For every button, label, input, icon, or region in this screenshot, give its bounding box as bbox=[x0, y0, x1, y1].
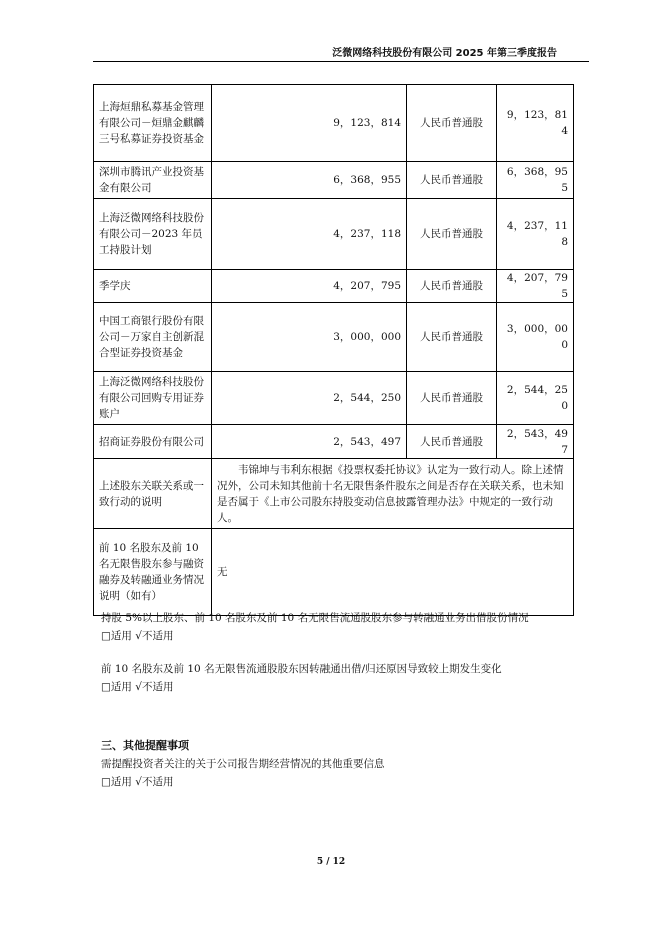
margin-trading-text: 无 bbox=[212, 529, 574, 616]
holder-name: 上海烜鼎私募基金管理有限公司－烜鼎金麒麟三号私募证券投资基金 bbox=[94, 85, 212, 162]
share-count: 2，543，497 bbox=[497, 425, 574, 459]
table-row bbox=[94, 303, 574, 372]
table-row bbox=[94, 85, 574, 162]
share-count: 2，544，250 bbox=[497, 372, 574, 425]
share-count: 6，368，955 bbox=[497, 162, 574, 199]
holder-quantity: 4，207，795 bbox=[212, 270, 407, 303]
share-type: 人民币普通股 bbox=[407, 303, 497, 372]
share-type: 人民币普通股 bbox=[407, 85, 497, 162]
holder-name: 招商证券股份有限公司 bbox=[94, 425, 212, 459]
share-count: 9，123，814 bbox=[497, 85, 574, 162]
section-title: 三、其他提醒事项 bbox=[101, 739, 189, 752]
shareholders-table bbox=[93, 84, 574, 616]
share-type: 人民币普通股 bbox=[407, 372, 497, 425]
report-header: 泛微网络科技股份有限公司 2025 年第三季度报告 bbox=[332, 48, 557, 59]
share-type: 人民币普通股 bbox=[407, 162, 497, 199]
margin-trading-row bbox=[94, 529, 574, 616]
change-disclosure-line: 前 10 名股东及前 10 名无限售流通股股东因转融通出借/归还原因导致较上期发生变化 bbox=[101, 663, 502, 675]
reminder-line: 需提醒投资者关注的关于公司报告期经营情况的其他重要信息 bbox=[101, 758, 385, 770]
change-disclosure-options: □适用 √不适用 bbox=[101, 681, 174, 693]
table-row bbox=[94, 270, 574, 303]
relation-row bbox=[94, 459, 574, 529]
share-count: 3，000，000 bbox=[497, 303, 574, 372]
holder-quantity: 6，368，955 bbox=[212, 162, 407, 199]
lending-disclosure-options: □适用 √不适用 bbox=[101, 630, 174, 642]
holder-name: 季学庆 bbox=[94, 270, 212, 303]
table-row bbox=[94, 162, 574, 199]
holder-name: 深圳市腾讯产业投资基金有限公司 bbox=[94, 162, 212, 199]
holder-name: 上海泛微网络科技股份有限公司回购专用证券账户 bbox=[94, 372, 212, 425]
holder-name: 上海泛微网络科技股份有限公司－2023 年员工持股计划 bbox=[94, 199, 212, 270]
share-count: 4，237，118 bbox=[497, 199, 574, 270]
page-number: 5 / 12 bbox=[316, 857, 346, 867]
share-type: 人民币普通股 bbox=[407, 270, 497, 303]
table-row bbox=[94, 425, 574, 459]
margin-trading-label: 前 10 名股东及前 10 名无限售股东参与融资融券及转融通业务情况说明（如有） bbox=[94, 529, 212, 616]
table-row bbox=[94, 372, 574, 425]
relation-text: 韦锦坤与韦利东根据《投票权委托协议》认定为一致行动人。除上述情况外，公司未知其他前十名无限售条件股东之间是否存在关联关系，也未知是否属于《上市公司股东持股变动信息披露管理办法》中规定的一致行动人。 bbox=[212, 459, 574, 529]
lending-disclosure-line: 持股 5%以上股东、前 10 名股东及前 10 名无限售流通股股东参与转融通业务出借股份情况 bbox=[101, 612, 529, 624]
holder-quantity: 9，123，814 bbox=[212, 85, 407, 162]
holder-quantity: 2，544，250 bbox=[212, 372, 407, 425]
holder-name: 中国工商银行股份有限公司－万家自主创新混合型证券投资基金 bbox=[94, 303, 212, 372]
share-type: 人民币普通股 bbox=[407, 425, 497, 459]
share-type: 人民币普通股 bbox=[407, 199, 497, 270]
table-row bbox=[94, 199, 574, 270]
holder-quantity: 3，000，000 bbox=[212, 303, 407, 372]
holder-quantity: 4，237，118 bbox=[212, 199, 407, 270]
reminder-options: □适用 √不适用 bbox=[101, 776, 174, 788]
holder-quantity: 2，543，497 bbox=[212, 425, 407, 459]
relation-label: 上述股东关联关系或一致行动的说明 bbox=[94, 459, 212, 529]
header-rule bbox=[93, 61, 589, 62]
share-count: 4，207，795 bbox=[497, 270, 574, 303]
